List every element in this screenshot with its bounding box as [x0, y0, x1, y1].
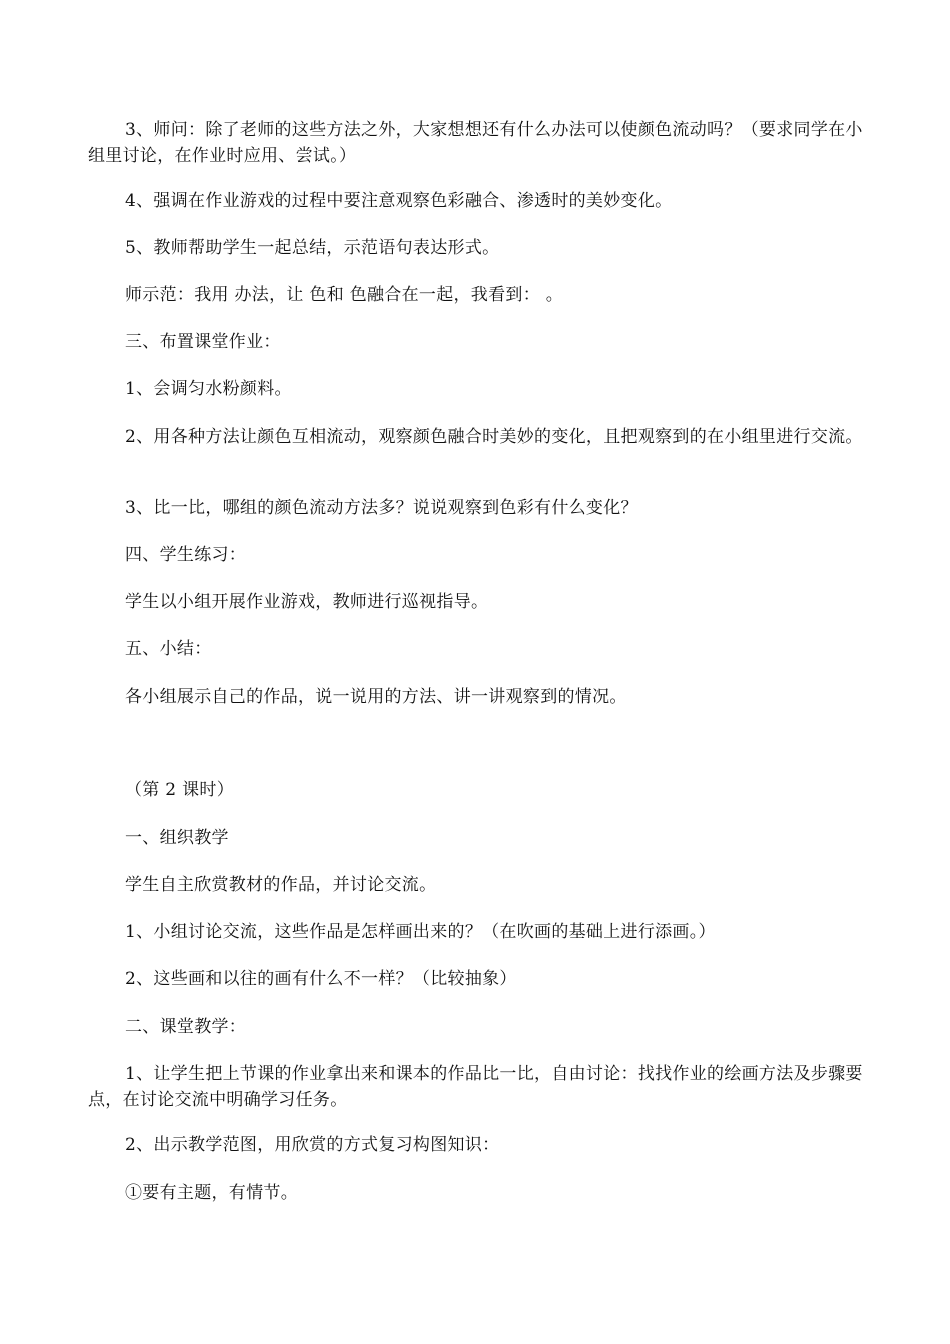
paragraph: 1、会调匀水粉颜料。 [125, 379, 292, 399]
section-heading: 四、学生练习： [125, 545, 247, 565]
paragraph: 1、小组讨论交流，这些作品是怎样画出来的？（在吹画的基础上进行添画。） [125, 922, 716, 942]
paragraph: 各小组展示自己的作品，说一说用的方法、讲一讲观察到的情况。 [125, 687, 627, 707]
paragraph: 2、出示教学范图，用欣赏的方式复习构图知识： [125, 1135, 500, 1155]
lesson-heading: （第 2 课时） [125, 780, 235, 800]
paragraph: 3、比一比，哪组的颜色流动方法多？说说观察到色彩有什么变化？ [125, 498, 638, 518]
paragraph: 5、教师帮助学生一起总结，示范语句表达形式。 [125, 238, 500, 258]
paragraph: ①要有主题，有情节。 [125, 1183, 298, 1203]
paragraph: 1、让学生把上节课的作业拿出来和课本的作品比一比，自由讨论：找找作业的绘画方法及步骤要点，在讨论交流中明确学习任务。 [88, 1064, 863, 1110]
section-heading: 一、组织教学 [125, 828, 229, 848]
paragraph: 学生以小组开展作业游戏，教师进行巡视指导。 [125, 592, 489, 612]
paragraph: 2、用各种方法让颜色互相流动，观察颜色融合时美妙的变化，且把观察到的在小组里进行交流。 [125, 427, 863, 447]
paragraph: 2、这些画和以往的画有什么不一样？（比较抽象） [125, 969, 517, 989]
section-heading: 五、小结： [125, 639, 212, 659]
section-heading: 二、课堂教学： [125, 1017, 247, 1037]
paragraph: 3、师问：除了老师的这些方法之外，大家想想还有什么办法可以使颜色流动吗？（要求同学在小组里讨论，在作业时应用、尝试。） [88, 120, 863, 166]
paragraph: 学生自主欣赏教材的作品，并讨论交流。 [125, 875, 437, 895]
paragraph: 4、强调在作业游戏的过程中要注意观察色彩融合、渗透时的美妙变化。 [125, 191, 673, 211]
paragraph: 师示范：我用 办法，让 色和 色融合在一起，我看到： 。 [125, 285, 564, 305]
section-heading: 三、布置课堂作业： [125, 332, 281, 352]
